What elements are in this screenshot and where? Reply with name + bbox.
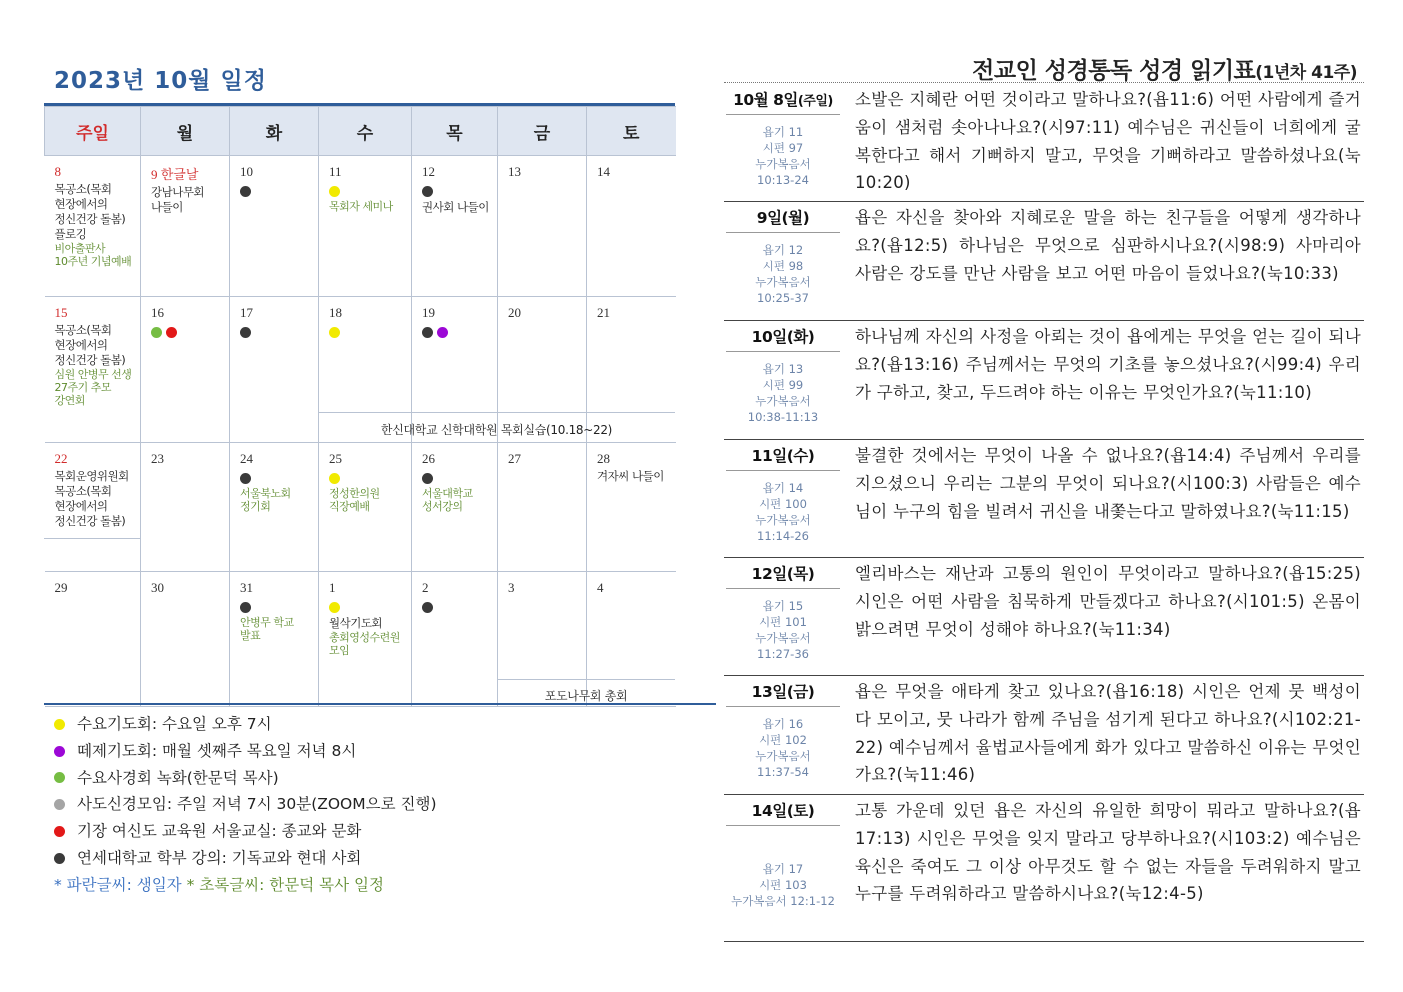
day-number: 22 (54, 451, 68, 466)
reading-ref: 욥기 12 (762, 243, 804, 257)
calendar-legend (54, 711, 437, 899)
black-dot-icon (422, 327, 433, 338)
day-cell (45, 443, 141, 572)
day-cell (141, 297, 230, 443)
red-dot-icon (166, 327, 177, 338)
week-row (45, 156, 676, 297)
day-cell (141, 156, 230, 297)
weekday-sun: 주일 (45, 107, 141, 156)
reading-refs (724, 716, 842, 780)
reading-ref: 시편 98 (762, 259, 804, 273)
weekday-wed: 수 (319, 107, 412, 156)
day-cell (498, 443, 587, 572)
pastor-schedule-text: 심원 안병무 선생 (54, 368, 132, 381)
reading-ref: 욥기 17 (762, 862, 804, 876)
reading-ref: 시편 99 (762, 378, 804, 392)
day-number: 15 (54, 305, 68, 320)
reading-ref: 누가복음서 (755, 275, 811, 289)
reading-ref: 10:13-24 (757, 173, 809, 187)
bible-title: 전교인 성경통독 성경 읽기표(1년차 41주) (972, 58, 1357, 84)
day-number: 11 (329, 164, 342, 179)
date-divider (726, 825, 840, 826)
yellow-dot-icon (329, 473, 340, 484)
calendar-bottom-rule (44, 703, 716, 705)
event-dots (422, 600, 497, 612)
yellow-dot-icon (329, 186, 340, 197)
reading-refs (724, 480, 842, 544)
day-cell (319, 156, 412, 297)
day-cell (141, 443, 230, 572)
reading-ref: 욥기 15 (762, 599, 804, 613)
reading-ref: 누가복음서 (755, 157, 811, 171)
event-text: 정신건강 돌봄) (54, 514, 126, 528)
cell-divider (44, 538, 140, 539)
pastor-schedule-text: 27주기 추모 (54, 381, 111, 394)
reading-ref: 욥기 13 (762, 362, 804, 376)
day-number: 9 한글날 (151, 167, 199, 182)
reading-questions: 소발은 지혜란 어떤 것이라고 말하나요?(욥11:6) 어떤 사람에게 즐거움이 샘처럼 솟아나나요?(시97:11) 예수님은 귀신들이 너희에게 굴복한다고 해서 기뻐하지 말고, 무엇을 기뻐하라고 말씀하셨나요(눅10:20) (855, 90, 1361, 193)
event-text: 현장에서의 (54, 197, 108, 211)
week-row (45, 443, 676, 572)
green-dot-icon (151, 327, 162, 338)
event-text: 목공소(목회 (54, 484, 112, 498)
black-dot-icon (240, 186, 251, 197)
reading-questions: 불결한 것에서는 무엇이 나올 수 없나요?(욥14:4) 주님께서 우리를 지으셨으니 우리는 그분의 무엇이 되나요?(시100:3) 사람들은 예수님이 누구의 힘을 빌려서 귀신을 내쫓는다고 말하였나요?(눅11:15) (855, 446, 1361, 521)
yellow-dot-icon (54, 719, 65, 730)
reading-ref: 11:27-36 (757, 647, 809, 661)
reading-ref: 욥기 16 (762, 717, 804, 731)
reading-date: 14일(토) (751, 802, 815, 820)
pastor-schedule-text: 정성한의원 (329, 487, 380, 500)
event-bar-assembly: 포도나무회 총회 (497, 679, 675, 704)
day-number: 31 (240, 580, 253, 595)
day-number: 4 (597, 580, 604, 595)
date-divider (726, 232, 840, 233)
date-divider (726, 470, 840, 471)
day-cell (230, 572, 319, 707)
legend-item: 떼제기도회: 매월 셋째주 목요일 저녁 8시 (54, 738, 437, 765)
event-text: 목회운영위원회 (54, 469, 129, 483)
reading-day (724, 440, 1364, 558)
day-number: 21 (597, 305, 610, 320)
day-cell (230, 156, 319, 297)
pastor-schedule-text: 서울북노회 (240, 487, 291, 500)
reading-ref: 누가복음서 (755, 513, 811, 527)
day-cell (587, 156, 676, 297)
note-blue: * 파란글씨: 생일자 (54, 875, 182, 894)
event-dots (151, 325, 229, 337)
day-number: 19 (422, 305, 435, 320)
weekday-tue: 화 (230, 107, 319, 156)
pastor-schedule-text: 서울대학교 (422, 487, 473, 500)
day-number: 26 (422, 451, 435, 466)
reading-date: 12일(목) (751, 565, 815, 583)
event-text: 정신건강 돌봄) (54, 212, 126, 226)
event-dots (240, 471, 318, 483)
legend-item: 사도신경모임: 주일 저녁 7시 30분(ZOOM으로 진행) (54, 791, 437, 818)
pastor-schedule-text: 모임 (329, 644, 350, 657)
reading-ref: 11:37-54 (757, 765, 809, 779)
date-divider (726, 114, 840, 115)
reading-day (724, 676, 1364, 795)
day-cell (141, 572, 230, 707)
event-text: 강남나무회 (151, 185, 205, 199)
reading-date: 10일(화) (751, 328, 815, 346)
day-number: 17 (240, 305, 253, 320)
event-text: 목공소(목회 (54, 323, 112, 337)
reading-ref: 욥기 11 (762, 125, 804, 139)
date-divider (726, 588, 840, 589)
event-text: 나들이 (151, 200, 183, 214)
day-cell (587, 443, 676, 572)
event-dots (329, 600, 411, 612)
day-number: 10 (240, 164, 253, 179)
event-dots (240, 600, 318, 612)
day-cell (45, 156, 141, 297)
reading-date: 10월 8일(주일) (733, 91, 833, 109)
day-cell (412, 156, 498, 297)
day-number: 25 (329, 451, 342, 466)
reading-refs (724, 861, 842, 909)
calendar-title: 2023년 10월 일정 (54, 68, 267, 94)
pastor-schedule-text: 발표 (240, 629, 261, 642)
reading-refs (724, 361, 842, 425)
event-dots (422, 325, 497, 337)
legend-item: 수요기도회: 수요일 오후 7시 (54, 711, 437, 738)
day-number: 13 (508, 164, 521, 179)
reading-ref: 누가복음서 12:1-12 (731, 894, 835, 908)
day-number: 18 (329, 305, 342, 320)
event-dots (329, 184, 411, 196)
event-text: 월삭기도회 (329, 616, 383, 630)
day-cell (412, 572, 498, 707)
day-number: 8 (54, 164, 61, 179)
day-number: 28 (597, 451, 610, 466)
day-cell (319, 443, 412, 572)
date-divider (726, 706, 840, 707)
legend-item: 수요사경회 녹화(한문덕 목사) (54, 765, 437, 792)
legend-item: 연세대학교 학부 강의: 기독교와 현대 사회 (54, 845, 437, 872)
black-dot-icon (240, 602, 251, 613)
day-number: 30 (151, 580, 164, 595)
pastor-schedule-text: 총회영성수련원 (329, 631, 400, 644)
reading-ref: 11:14-26 (757, 529, 809, 543)
reading-day (724, 202, 1364, 321)
day-number: 29 (54, 580, 68, 595)
pastor-schedule-text: 강연회 (54, 394, 85, 407)
day-cell (45, 297, 141, 443)
event-dots (329, 471, 411, 483)
reading-refs (724, 598, 842, 662)
day-number: 12 (422, 164, 435, 179)
day-cell (319, 572, 412, 707)
event-text: 현장에서의 (54, 338, 108, 352)
weekday-thu: 목 (412, 107, 498, 156)
reading-ref: 누가복음서 (755, 394, 811, 408)
black-dot-icon (422, 602, 433, 613)
reading-day (724, 84, 1364, 202)
day-number: 20 (508, 305, 521, 320)
pastor-schedule-text: 직장예배 (329, 500, 370, 513)
day-number: 1 (329, 580, 336, 595)
reading-ref: 누가복음서 (755, 631, 811, 645)
day-number: 24 (240, 451, 253, 466)
legend-note (54, 872, 437, 899)
day-cell (230, 443, 319, 572)
event-dots (422, 471, 497, 483)
reading-questions: 고통 가운데 있던 욥은 자신의 유일한 희망이 뭐라고 말하나요?(욥17:13) 시인은 무엇을 잊지 말라고 당부하나요?(시103:2) 예수님은 육신은 죽여도 그 이상 아무것도 할 수 없는 자들을 두려워하지 말고 누구를 두려워하라고 말씀하시나요?(눅12:4-5) (855, 801, 1361, 904)
purple-dot-icon (437, 327, 448, 338)
pastor-schedule-text: 성서강의 (422, 500, 463, 513)
reading-ref: 시편 97 (762, 141, 804, 155)
reading-day (724, 321, 1364, 440)
day-number: 3 (508, 580, 515, 595)
reading-day (724, 795, 1364, 942)
reading-ref: 시편 100 (759, 497, 807, 511)
pastor-schedule-text: 비아출판사 (54, 242, 106, 255)
reading-ref: 시편 103 (759, 878, 807, 892)
reading-questions: 하나님께 자신의 사정을 아뢰는 것이 욥에게는 무엇을 얻는 길이 되나요?(욥13:16) 주님께서는 무엇의 기초를 놓으셨나요?(시99:4) 우리가 구하고, 찾고, 두드려야 하는 이유는 무엇인가요?(눅11:10) (855, 327, 1361, 402)
reading-date: 9일(월) (756, 209, 810, 227)
reading-day (724, 558, 1364, 676)
black-dot-icon (240, 327, 251, 338)
note-green: * 초록글씨: 한문덕 목사 일정 (186, 875, 384, 894)
day-cell (498, 156, 587, 297)
day-cell (230, 297, 319, 443)
reading-questions: 욥은 무엇을 애타게 찾고 있나요?(욥16:18) 시인은 언제 뭇 백성이 다 모이고, 뭇 나라가 함께 주님을 섬기게 된다고 하나요?(시102:21-22) 예수님께서 율법교사들에게 화가 있다고 말씀하신 이유는 무엇인가요?(눅11:46) (855, 682, 1361, 785)
event-bar-practicum: 한신대학교 신학대학원 목회실습(10.18~22) (318, 412, 675, 439)
day-number: 16 (151, 305, 164, 320)
day-cell (412, 443, 498, 572)
event-dots (240, 184, 318, 196)
black-dot-icon (54, 853, 65, 864)
reading-date: 13일(금) (751, 683, 815, 701)
reading-ref: 시편 101 (759, 615, 807, 629)
row-separator (724, 941, 1364, 942)
pastor-schedule-text: 10주년 기념예배 (54, 255, 132, 268)
event-text: 플로깅 (54, 227, 87, 241)
event-text: 정신건강 돌봄) (54, 353, 126, 367)
event-text: 현장에서의 (54, 499, 108, 513)
day-cell (45, 572, 141, 707)
day-number: 23 (151, 451, 164, 466)
green-dot-icon (54, 772, 65, 783)
event-dots (329, 325, 411, 337)
reading-ref: 10:25-37 (757, 291, 809, 305)
legend-item: 기장 여신도 교육원 서울교실: 종교와 문화 (54, 818, 437, 845)
reading-questions: 엘리바스는 재난과 고통의 원인이 무엇이라고 말하나요?(욥15:25) 시인은 어떤 사람을 침묵하게 만들겠다고 하나요?(시101:5) 온몸이 밝으려면 무엇이 성해야 하나요?(눅11:34) (855, 564, 1361, 639)
day-number: 27 (508, 451, 521, 466)
yellow-dot-icon (329, 602, 340, 613)
event-text: 겨자씨 나들이 (597, 469, 664, 483)
reading-ref: 시편 102 (759, 733, 807, 747)
reading-ref: 누가복음서 (755, 749, 811, 763)
reading-refs (724, 124, 842, 188)
reading-refs (724, 242, 842, 306)
weekday-fri: 금 (498, 107, 587, 156)
yellow-dot-icon (329, 327, 340, 338)
reading-date: 11일(수) (751, 447, 815, 465)
weekday-mon: 월 (141, 107, 230, 156)
calendar-table (44, 106, 676, 707)
purple-dot-icon (54, 746, 65, 757)
event-text: 목공소(목회 (54, 182, 112, 196)
event-dots (422, 184, 497, 196)
black-dot-icon (422, 473, 433, 484)
day-number: 2 (422, 580, 429, 595)
black-dot-icon (422, 186, 433, 197)
pastor-schedule-text: 목회자 세미나 (329, 200, 393, 213)
event-text: 권사회 나들이 (422, 200, 489, 214)
reading-ref: 10:38-11:13 (747, 410, 819, 424)
pastor-schedule-text: 정기회 (240, 500, 271, 513)
weekday-sat: 토 (587, 107, 676, 156)
day-number: 14 (597, 164, 610, 179)
date-divider (726, 351, 840, 352)
event-dots (240, 325, 318, 337)
pastor-schedule-text: 안병무 학교 (240, 616, 294, 629)
reading-ref: 욥기 14 (762, 481, 804, 495)
weekday-header-row (45, 107, 676, 156)
black-dot-icon (240, 473, 251, 484)
gray-dot-icon (54, 799, 65, 810)
red-dot-icon (54, 826, 65, 837)
reading-questions: 욥은 자신을 찾아와 지혜로운 말을 하는 친구들을 어떻게 생각하나요?(욥12:5) 하나님은 무엇으로 심판하시나요?(시98:9) 사마리아 사람은 강도를 만난 사람을 보고 어떤 마음이 들었나요?(눅10:33) (855, 208, 1361, 283)
